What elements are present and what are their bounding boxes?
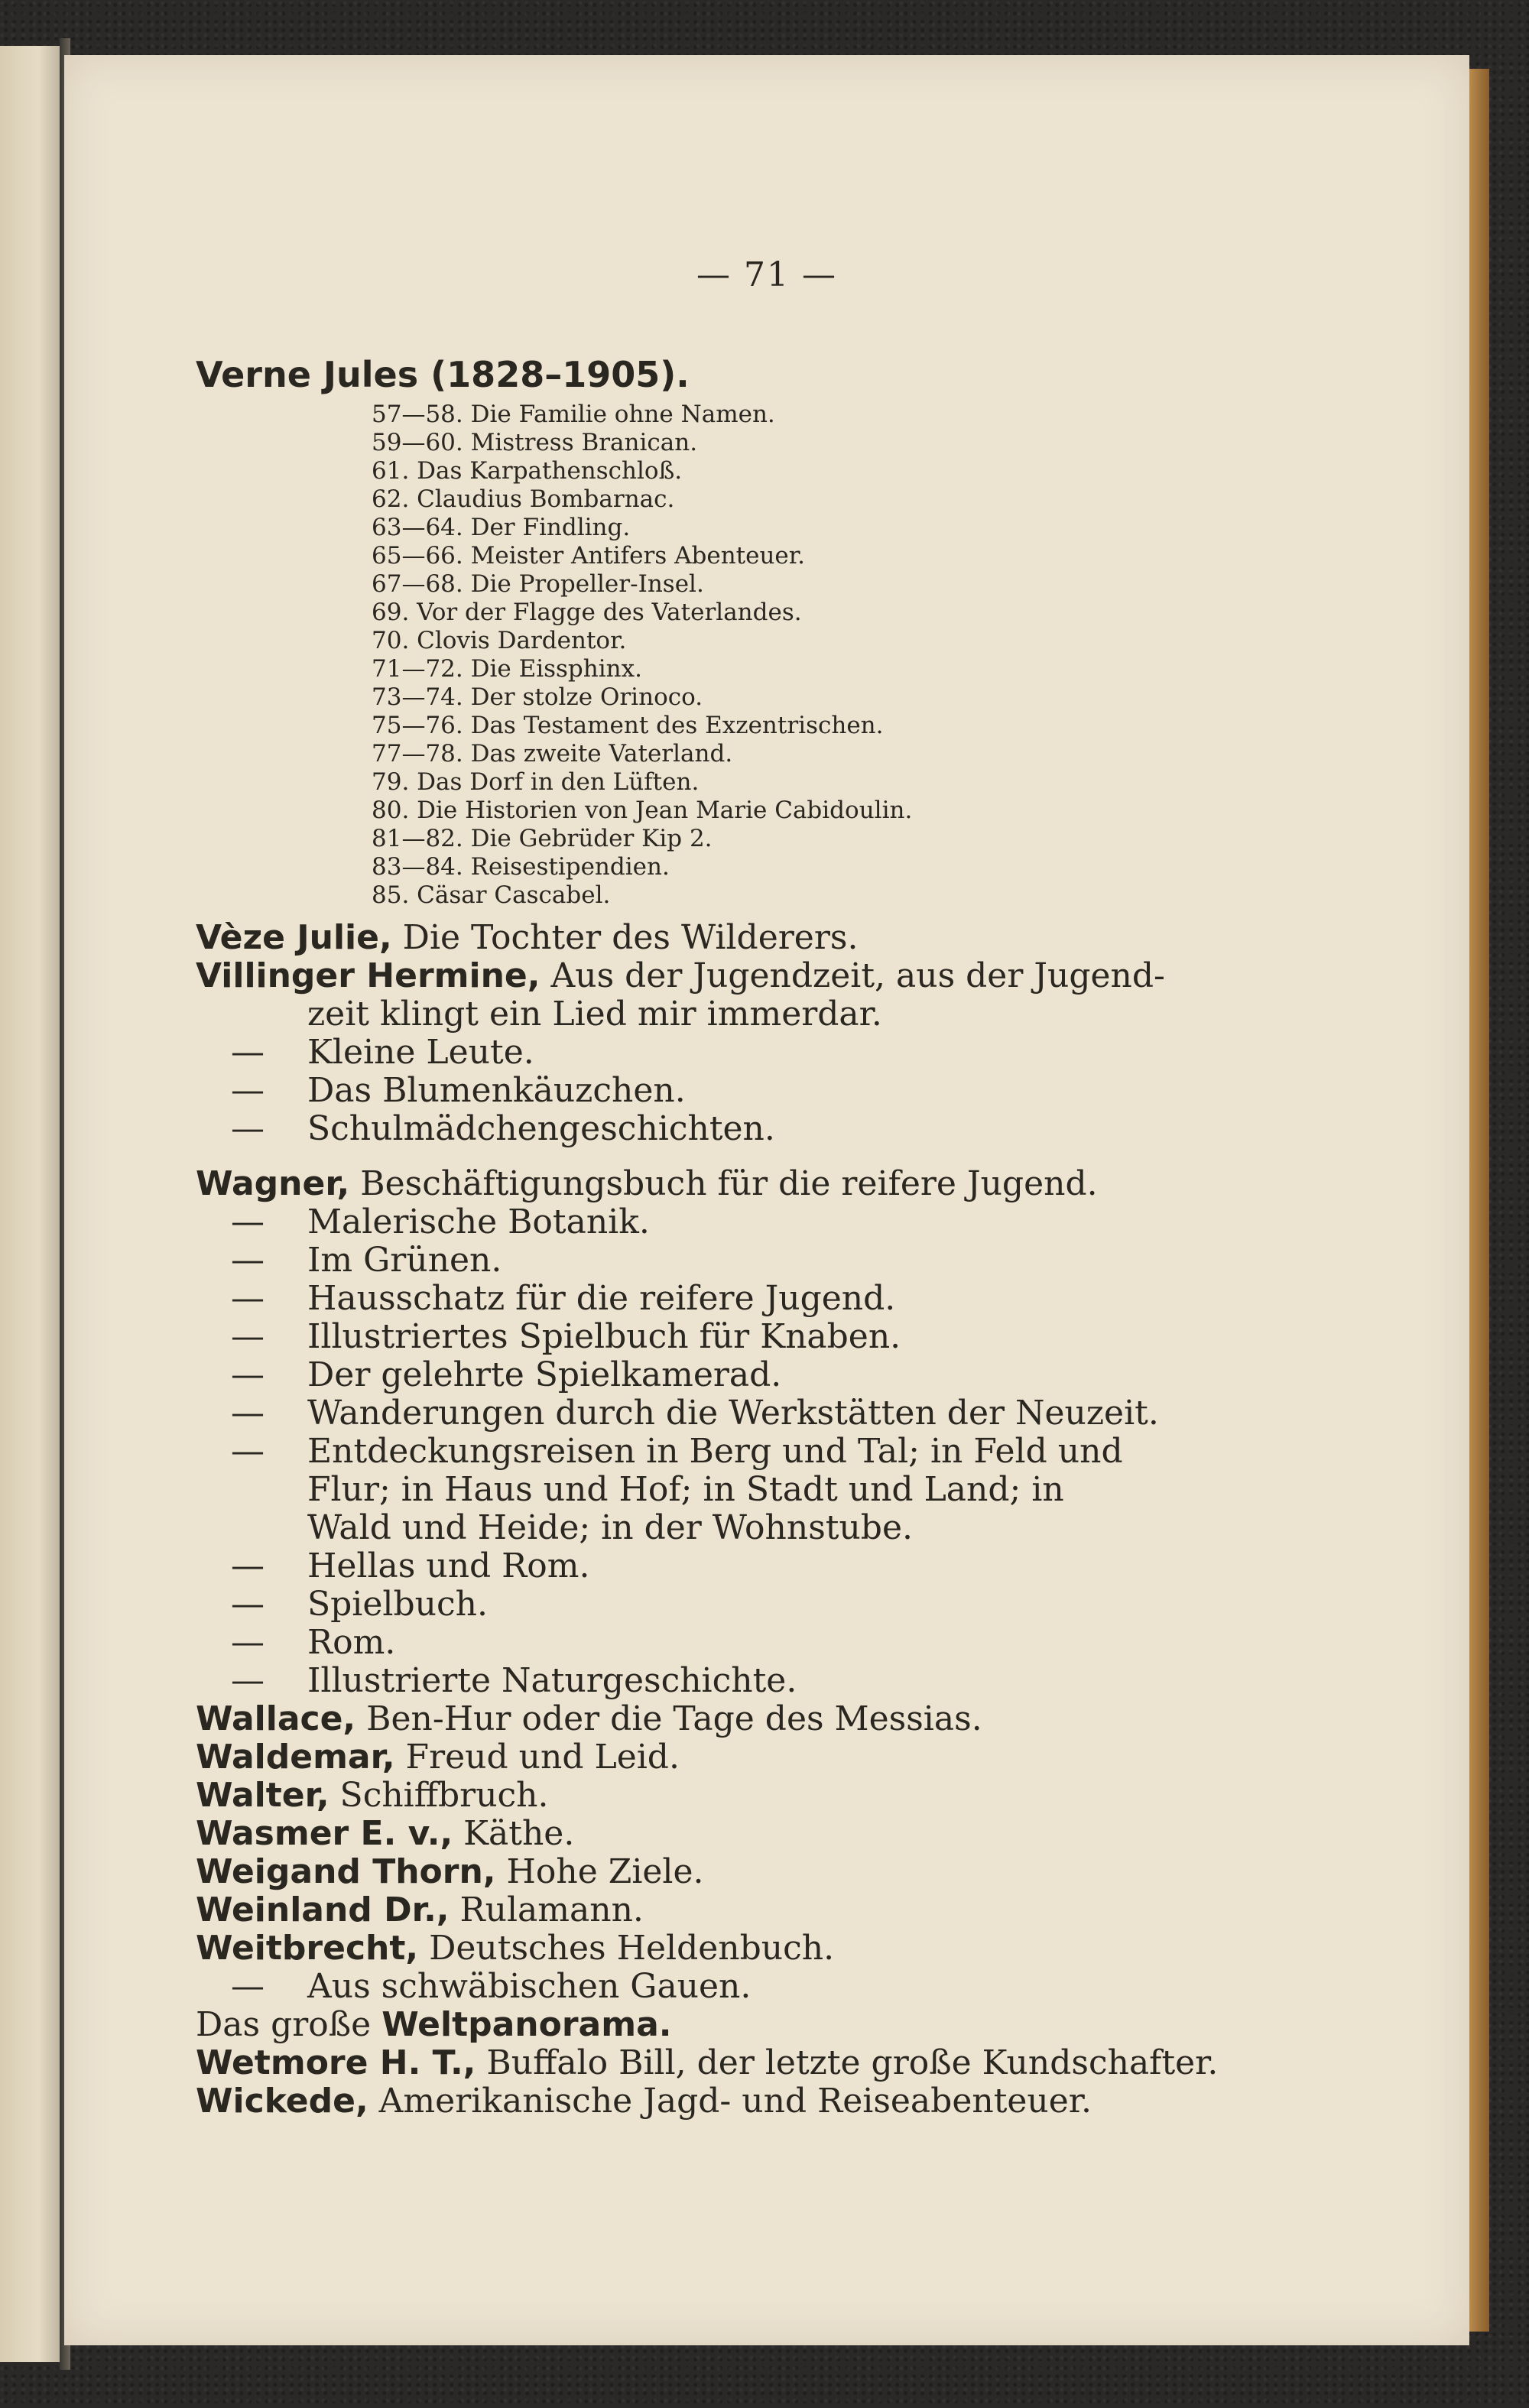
- book-page: [64, 55, 1469, 2345]
- author-name: Wasmer E. v.,: [196, 1814, 453, 1853]
- list-item: — Der gelehrte Spielkamerad.: [231, 1355, 782, 1394]
- title-text: Ben-Hur oder die Tage des Messias.: [355, 1699, 982, 1738]
- list-item: 79. Das Dorf in den Lüften.: [372, 768, 700, 796]
- list-item: 63—64. Der Findling.: [372, 514, 631, 541]
- title-continuation: Flur; in Haus und Hof; in Stadt und Land; in: [307, 1470, 1064, 1509]
- author-name: Villinger Hermine,: [196, 956, 541, 995]
- list-item: — Aus schwäbischen Gauen.: [231, 1967, 752, 2006]
- list-item: 59—60. Mistress Branican.: [372, 429, 698, 456]
- entry-wagner: [196, 1165, 1342, 1203]
- list-item: — Im Grünen.: [231, 1241, 502, 1280]
- entry-weltpanorama: [196, 2006, 1342, 2044]
- list-item: — Rom.: [231, 1623, 396, 1662]
- list-item: 85. Cäsar Cascabel.: [372, 881, 611, 909]
- list-item: — Illustrierte Naturgeschichte.: [231, 1661, 797, 1700]
- author-name: Wetmore H. T.,: [196, 2043, 476, 2082]
- entry-wallace: [196, 1700, 1342, 1738]
- title-text: Hohe Ziele.: [495, 1852, 704, 1891]
- title-text: Buffalo Bill, der letzte große Kundschafter.: [476, 2043, 1219, 2082]
- list-item: — Schulmädchengeschichten.: [231, 1109, 775, 1148]
- title-text: Schiffbruch.: [329, 1776, 549, 1815]
- list-item: 81—82. Die Gebrüder Kip 2.: [372, 825, 713, 852]
- list-item: — Illustriertes Spielbuch für Knaben.: [231, 1317, 901, 1356]
- title-text: Die Tochter des Wilderers.: [391, 918, 859, 957]
- entry-veze: [196, 919, 1342, 957]
- list-item: — Kleine Leute.: [231, 1033, 534, 1072]
- list-item: — Spielbuch.: [231, 1585, 488, 1624]
- author-name: Weigand Thorn,: [196, 1852, 496, 1891]
- title-text: Aus der Jugendzeit, aus der Jugend-: [540, 956, 1165, 995]
- list-item: 71—72. Die Eissphinx.: [372, 655, 642, 683]
- verne-works: [196, 401, 1342, 910]
- list-item: 65—66. Meister Antifers Abenteuer.: [372, 542, 806, 570]
- list-item: 57—58. Die Familie ohne Namen.: [372, 401, 775, 428]
- entry-waldemar: [196, 1738, 1342, 1777]
- title-text: Käthe.: [453, 1814, 575, 1853]
- facing-page-edge: [0, 46, 64, 2362]
- entry-weinland: [196, 1891, 1342, 1929]
- list-item: 70. Clovis Dardentor.: [372, 627, 627, 654]
- list-item: — Malerische Botanik.: [231, 1202, 650, 1241]
- list-item: 80. Die Historien von Jean Marie Cabidoulin.: [372, 797, 913, 824]
- title-text: Rulamann.: [449, 1890, 644, 1929]
- list-item: 77—78. Das zweite Vaterland.: [372, 740, 733, 768]
- entry-villinger: [196, 957, 1342, 995]
- list-item: — Hellas und Rom.: [231, 1546, 590, 1585]
- title-continuation: Wald und Heide; in der Wohnstube.: [307, 1508, 913, 1547]
- list-item: — Entdeckungsreisen in Berg und Tal; in Feld und: [231, 1432, 1123, 1471]
- author-name: Wallace,: [196, 1699, 356, 1738]
- title-text: Beschäftigungsbuch für die reifere Jugend.: [349, 1164, 1098, 1203]
- verne-heading: Verne Jules (1828–1905).: [196, 354, 690, 395]
- entry-walter: [196, 1777, 1342, 1815]
- author-name: Weinland Dr.,: [196, 1890, 450, 1929]
- page-number: — 71 —: [696, 255, 837, 294]
- list-item: — Wanderungen durch die Werkstätten der Neuzeit.: [231, 1394, 1159, 1433]
- author-name: Wickede,: [196, 2082, 368, 2121]
- title-text: Deutsches Heldenbuch.: [418, 1929, 835, 1968]
- title-text: Das große: [196, 2005, 382, 2044]
- entry-wasmer: [196, 1815, 1342, 1853]
- list-item: 61. Das Karpathenschloß.: [372, 457, 683, 485]
- author-name: Weitbrecht,: [196, 1929, 419, 1968]
- entry-weigand: [196, 1853, 1342, 1891]
- list-item: 69. Vor der Flagge des Vaterlandes.: [372, 599, 802, 626]
- entry-wickede: [196, 2082, 1342, 2121]
- series-name: Weltpanorama.: [381, 2005, 672, 2044]
- author-name: Vèze Julie,: [196, 918, 392, 957]
- title-text: Amerikanische Jagd- und Reiseabenteuer.: [368, 2082, 1092, 2121]
- page-block-edge: [1469, 69, 1489, 2332]
- author-name: Walter,: [196, 1776, 329, 1815]
- entry-wetmore: [196, 2044, 1342, 2082]
- title-text: Freud und Leid.: [394, 1738, 680, 1777]
- author-name: Wagner,: [196, 1164, 350, 1203]
- list-item: — Das Blumenkäuzchen.: [231, 1071, 686, 1110]
- author-name: Waldemar,: [196, 1738, 395, 1777]
- list-item: 83—84. Reisestipendien.: [372, 853, 670, 881]
- list-item: 62. Claudius Bombarnac.: [372, 485, 675, 513]
- catalog-listing: [196, 353, 1342, 2121]
- entry-weitbrecht: [196, 1929, 1342, 1968]
- list-item: 67—68. Die Propeller-Insel.: [372, 570, 704, 598]
- title-continuation: zeit klingt ein Lied mir immerdar.: [307, 995, 882, 1034]
- list-item: 73—74. Der stolze Orinoco.: [372, 683, 703, 711]
- list-item: — Hausschatz für die reifere Jugend.: [231, 1279, 896, 1318]
- list-item: 75—76. Das Testament des Exzentrischen.: [372, 712, 884, 739]
